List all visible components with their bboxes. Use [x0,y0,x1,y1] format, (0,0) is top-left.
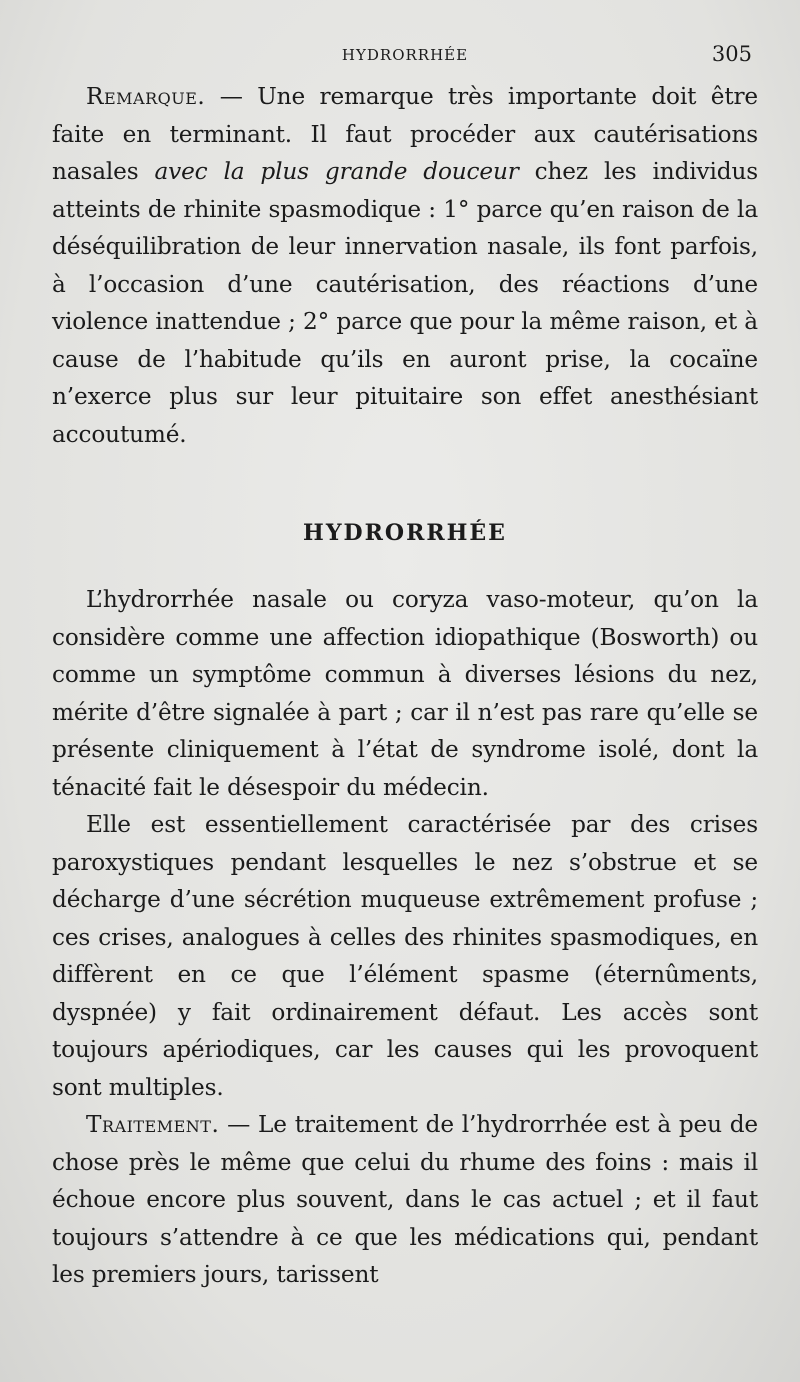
remarque-emphasis: avec la plus grande douceur [154,158,519,185]
traitement-paragraph [52,1106,758,1294]
traitement-label: Traitement. [86,1111,220,1138]
page-number: 305 [711,42,752,66]
remarque-label: Remarque. [86,83,206,110]
traitement-text: — Le traitement de l’hydrorrhée est à peu de chose près le même que celui du rhume des foins : mais il échoue encore plus souvent, dans le cas actuel ; et il faut toujours s’attendre à ce que les médications qui, pendant les premiers jours, tarissent [52,1111,758,1288]
paragraph-characteristics: Elle est essentiellement caractérisée par des crises paroxystiques pendant lesquelles le nez s’obstrue et se décharge d’une sécrétion muqueuse extrêmement profuse ; ces crises, analogues à celles des rhinites spasmodiques, en diffèrent en ce que l’élément spasme (éternûments, dyspnée) y fait ordinairement défaut. Les accès sont toujours apériodiques, car les causes qui les provoquent sont multiples. [52,811,758,1101]
paragraph-definition: L’hydrorrhée nasale ou coryza vaso-moteur, qu’on la considère comme une affection idiopathique (Bosworth) ou comme un symptôme commun à diverses lésions du nez, mérite d’être signalée à part ; car il n’est pas rare qu’elle se présente cliniquement à l’état de syndrome isolé, dont la ténacité fait le désespoir du médecin. [52,586,758,801]
remarque-text-end: chez les individus atteints de rhinite spasmodique : 1° parce qu’en raison de la déséquilibration de leur innervation nasale, ils font parfois, à l’occasion d’une cautérisation, des réactions d’une violence inattendue ; 2° parce que pour la même raison, et à cause de l’habitude qu’ils en auront prise, la cocaïne n’exerce plus sur leur pituitaire son effet anesthésiant accoutumé. [52,158,758,448]
section-heading: HYDRORRHÉE [303,520,507,546]
running-head [52,34,758,78]
remarque-text-start: — Une remarque très importante doit être faite en terminant. Il faut procéder aux cautérisations nasales [52,83,758,185]
running-title: HYDRORRHÉE [341,46,469,64]
remarque-paragraph [52,78,758,453]
